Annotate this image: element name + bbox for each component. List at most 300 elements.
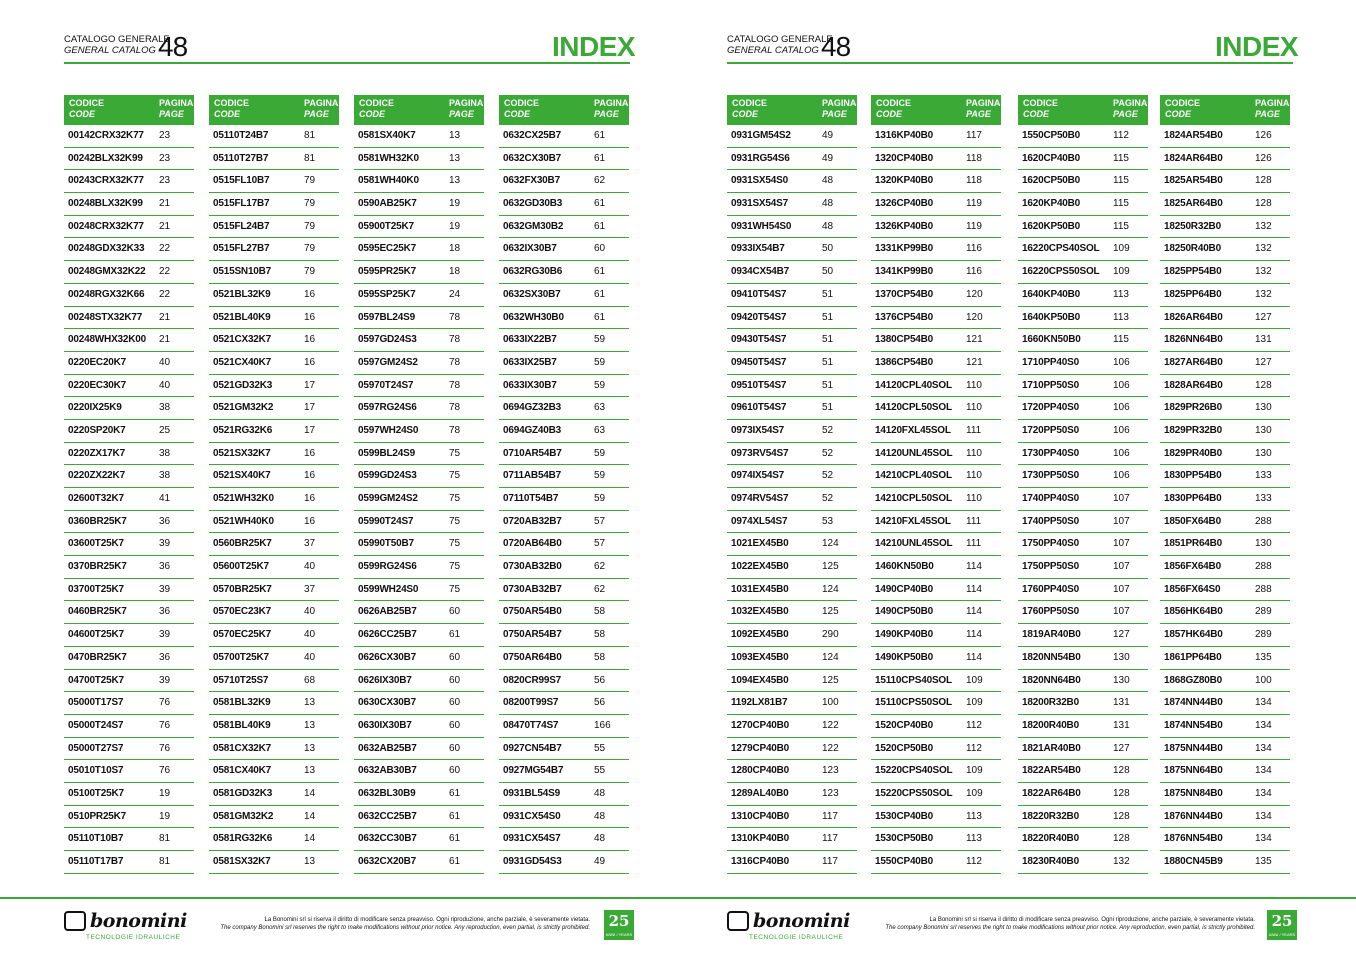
page-number: 21	[159, 220, 171, 232]
product-code: 05100T25K7	[68, 787, 124, 799]
table-row	[209, 511, 339, 534]
table-row	[871, 352, 1001, 375]
table-row	[1018, 647, 1148, 670]
product-code: 0581CX40K7	[213, 765, 272, 777]
table-row	[354, 329, 484, 352]
product-code: 0927MG54B7	[503, 765, 564, 777]
page-number: 75	[449, 561, 461, 573]
product-code: 05700T25K7	[213, 651, 269, 663]
product-code: 0220EC30K7	[68, 379, 127, 391]
page-number: 13	[304, 742, 316, 754]
product-code: 02600T32K7	[68, 493, 124, 504]
table-row	[1018, 738, 1148, 761]
product-code: 1730PP40S0	[1022, 447, 1079, 459]
table-header	[1018, 95, 1148, 125]
table-row	[499, 284, 629, 307]
product-code: 0931GD54S3	[503, 856, 562, 867]
table-row	[209, 352, 339, 375]
table-row	[1018, 511, 1148, 534]
table-row	[209, 420, 339, 443]
product-code: 1826NN64B0	[1164, 334, 1223, 346]
product-code: 08200T99S7	[503, 697, 559, 709]
anniversary-badge	[1267, 910, 1297, 940]
page-number: 57	[594, 515, 606, 527]
page-number: 61	[449, 833, 461, 845]
table-row	[1160, 307, 1290, 330]
product-code: 0711AB54B7	[503, 470, 562, 482]
page-number: 109	[966, 674, 983, 686]
page-number: 51	[822, 288, 834, 300]
page-number: 76	[159, 697, 171, 709]
table-row	[209, 783, 339, 806]
page-number: 60	[449, 697, 461, 709]
page-number: 109	[966, 765, 983, 777]
product-code: 1032EX45B0	[731, 606, 789, 618]
table-row	[499, 125, 629, 148]
page-number: 288	[1255, 561, 1272, 573]
table-row	[727, 148, 857, 171]
table-row	[64, 307, 194, 330]
table-row	[727, 488, 857, 511]
page-number: 55	[594, 765, 606, 777]
table-row	[354, 238, 484, 261]
product-code: 1857HK64B0	[1164, 629, 1223, 641]
table-row	[727, 647, 857, 670]
page-number: 21	[159, 198, 171, 210]
product-code: 1331KP99B0	[875, 243, 934, 255]
page-number: 114	[966, 651, 982, 663]
index-column-8	[1160, 95, 1290, 874]
product-code: 0750AR54B0	[503, 606, 562, 618]
product-code: 0632RG30B6	[503, 266, 563, 278]
page-number: 78	[449, 311, 461, 323]
table-row	[1160, 511, 1290, 534]
product-code: 15110CPS50SOL	[875, 697, 952, 709]
page-number: 51	[822, 311, 834, 323]
page-header-it: PAGINA	[304, 98, 339, 108]
product-code: 0694GZ40B3	[503, 424, 562, 436]
table-row	[499, 352, 629, 375]
table-row	[499, 397, 629, 420]
page-number: 62	[594, 175, 606, 187]
product-code: 0599GM24S2	[358, 493, 418, 504]
table-row	[209, 806, 339, 829]
product-code: 05110T17B7	[68, 856, 124, 867]
page-title: INDEX	[1215, 31, 1299, 62]
table-row	[499, 193, 629, 216]
table-row	[1018, 170, 1148, 193]
index-column-6	[871, 95, 1001, 874]
page-header-cell	[966, 98, 1000, 120]
table-row	[64, 375, 194, 398]
table-row	[727, 420, 857, 443]
table-row	[499, 715, 629, 738]
table-header	[64, 95, 194, 125]
table-row	[871, 488, 1001, 511]
page-number: 13	[449, 152, 461, 164]
product-code: 0626CC25B7	[358, 629, 417, 641]
product-code: 08470T74S7	[503, 719, 559, 731]
product-code: 1850FX64B0	[1164, 515, 1221, 527]
table-row	[64, 238, 194, 261]
table-row	[209, 261, 339, 284]
page-number: 75	[449, 493, 461, 504]
product-code: 0570BR25K7	[213, 583, 272, 595]
page-number: 79	[304, 243, 316, 255]
product-code: 1827AR64B0	[1164, 356, 1223, 368]
product-code: 1830PP64B0	[1164, 493, 1222, 504]
product-code: 0510PR25K7	[68, 810, 127, 822]
product-code: 15220CPS50SOL	[875, 787, 953, 799]
page-number: 110	[966, 402, 982, 414]
page-number: 79	[304, 175, 316, 187]
page-number: 128	[1113, 787, 1130, 799]
product-code: 05000T24S7	[68, 719, 124, 731]
page-number: 289	[1255, 629, 1272, 641]
table-row	[64, 601, 194, 624]
table-row	[354, 170, 484, 193]
table-row	[871, 284, 1001, 307]
product-code: 1820NN64B0	[1022, 674, 1081, 686]
table-row	[727, 511, 857, 534]
table-row	[354, 624, 484, 647]
table-row	[1018, 670, 1148, 693]
product-code: 0632CC25B7	[358, 810, 417, 822]
table-row	[871, 647, 1001, 670]
page-number: 21	[159, 311, 171, 323]
page-number: 39	[159, 674, 171, 686]
product-code: 0597WH24S0	[358, 424, 419, 436]
table-row	[727, 601, 857, 624]
table-row	[64, 329, 194, 352]
product-code: 05990T24S7	[358, 515, 414, 527]
product-code: 05600T25K7	[213, 561, 269, 573]
table-row	[1160, 647, 1290, 670]
product-code: 14120CPL50SOL	[875, 402, 952, 414]
page-number: 130	[1255, 447, 1272, 459]
product-code: 1822AR64B0	[1022, 787, 1081, 799]
catalog-label-en: GENERAL CATALOG	[727, 45, 819, 56]
table-row	[871, 556, 1001, 579]
product-code: 0632IX30B7	[503, 243, 557, 255]
product-code: 1192LX81B7	[731, 697, 788, 709]
page-number: 131	[1113, 719, 1130, 731]
table-header	[727, 95, 857, 125]
page-number: 63	[594, 402, 606, 414]
table-row	[1018, 307, 1148, 330]
product-code: 0633IX30B7	[503, 379, 557, 391]
code-header	[1165, 98, 1200, 120]
page-number: 58	[594, 651, 606, 663]
table-row	[871, 738, 1001, 761]
page-number: 128	[1113, 810, 1130, 822]
index-column-5	[727, 95, 857, 874]
page-number: 17	[304, 402, 316, 414]
product-code: 1828AR64B0	[1164, 379, 1223, 391]
product-code: 0597GM24S2	[358, 356, 418, 368]
product-code: 0370BR25K7	[68, 561, 127, 573]
table-row	[871, 828, 1001, 851]
page-number: 107	[1113, 583, 1130, 595]
table-row	[354, 533, 484, 556]
page-number: 124	[822, 538, 839, 550]
table-row	[64, 806, 194, 829]
page-number: 75	[449, 515, 461, 527]
table-row	[1018, 783, 1148, 806]
table-row	[354, 352, 484, 375]
product-code: 0470BR25K7	[68, 651, 127, 663]
table-row	[354, 511, 484, 534]
page-number: 107	[1113, 561, 1130, 573]
table-row	[64, 488, 194, 511]
page-number: 49	[594, 856, 606, 867]
product-code: 05970T24S7	[358, 379, 414, 391]
page-header-it: PAGINA	[822, 98, 857, 108]
product-code: 0521RG32K6	[213, 424, 273, 436]
table-header	[871, 95, 1001, 125]
product-code: 0931BL54S9	[503, 787, 560, 799]
page-number: 60	[449, 765, 461, 777]
page-number: 107	[1113, 493, 1130, 504]
page-number: 81	[304, 152, 316, 164]
page-number: 125	[822, 674, 839, 686]
product-code: 1490KP40B0	[875, 629, 934, 641]
header-rule	[64, 62, 630, 64]
product-code: 1620KP50B0	[1022, 220, 1081, 232]
table-row	[1160, 851, 1290, 874]
page-number: 21	[159, 334, 171, 346]
product-code: 0521CX32K7	[213, 334, 272, 346]
table-row	[1018, 261, 1148, 284]
table-row	[871, 760, 1001, 783]
page-number: 50	[822, 266, 834, 278]
code-header	[504, 98, 539, 120]
table-row	[727, 216, 857, 239]
table-row	[354, 715, 484, 738]
table-row	[1160, 443, 1290, 466]
product-code: 15220CPS40SOL	[875, 765, 953, 777]
page-header-en: PAGE	[1113, 109, 1138, 119]
table-row	[209, 238, 339, 261]
table-row	[354, 420, 484, 443]
code-header-en: CODE	[1165, 109, 1192, 119]
page-number: 13	[449, 130, 461, 141]
page-number: 124	[822, 583, 839, 595]
product-code: 0931WH54S0	[731, 220, 792, 232]
logo-text: bonomini	[90, 910, 187, 932]
page-number: 134	[1255, 787, 1272, 799]
product-code: 1856FX64S0	[1164, 583, 1221, 595]
product-code: 18250R32B0	[1164, 220, 1221, 232]
page-number: 130	[1255, 538, 1272, 550]
product-code: 0595SP25K7	[358, 288, 416, 300]
table-row	[499, 261, 629, 284]
table-row	[727, 738, 857, 761]
table-row	[1018, 692, 1148, 715]
product-code: 0630CX30B7	[358, 697, 417, 709]
page-number: 118	[966, 152, 982, 164]
page-number: 128	[1255, 379, 1272, 391]
code-header	[359, 98, 394, 120]
table-row	[727, 329, 857, 352]
product-code: 09610T54S7	[731, 402, 787, 414]
table-row	[1160, 670, 1290, 693]
product-code: 0570EC23K7	[213, 606, 272, 618]
table-row	[871, 783, 1001, 806]
product-code: 1460KN50B0	[875, 561, 934, 573]
table-row	[1018, 443, 1148, 466]
table-row	[727, 397, 857, 420]
page-number: 52	[822, 447, 834, 459]
table-row	[727, 193, 857, 216]
table-row	[1160, 692, 1290, 715]
product-code: 0632FX30B7	[503, 175, 560, 187]
table-row	[209, 307, 339, 330]
product-code: 0632GD30B3	[503, 198, 563, 210]
page-number: 114	[966, 629, 982, 641]
table-row	[1160, 148, 1290, 171]
page-number: 134	[1255, 833, 1272, 845]
table-row	[64, 760, 194, 783]
product-code: 1760PP50S0	[1022, 606, 1079, 618]
table-row	[354, 851, 484, 874]
page-number: 118	[966, 175, 982, 187]
product-code: 1825AR64B0	[1164, 198, 1223, 210]
page-number: 135	[1255, 856, 1272, 867]
page-number: 40	[304, 606, 316, 618]
product-code: 1825PP64B0	[1164, 288, 1222, 300]
table-row	[499, 307, 629, 330]
product-code: 15110CPS40SOL	[875, 674, 952, 686]
table-row	[1018, 601, 1148, 624]
product-code: 1386CP54B0	[875, 356, 934, 368]
table-row	[499, 443, 629, 466]
page-number: 60	[449, 651, 461, 663]
page-number: 106	[1113, 470, 1130, 482]
product-code: 0632AB25B7	[358, 742, 417, 754]
code-header	[732, 98, 767, 120]
disclaimer-en: The company Bonomini srl reserves the right to make modifications without prior notice. Any reproduction, even partial, is strictly prohibited.	[220, 925, 590, 931]
product-code: 14120CPL40SOL	[875, 379, 952, 391]
table-row	[1018, 579, 1148, 602]
product-code: 18220R32B0	[1022, 810, 1079, 822]
table-row	[209, 760, 339, 783]
page-number: 16	[304, 311, 316, 323]
product-code: 1830PP54B0	[1164, 470, 1222, 482]
product-code: 0581GM32K2	[213, 810, 274, 822]
page-title: INDEX	[552, 31, 636, 62]
product-code: 05110T10B7	[68, 833, 124, 845]
product-code: 1824AR64B0	[1164, 152, 1223, 164]
product-code: 0633IX22B7	[503, 334, 557, 346]
page-number: 132	[1255, 243, 1272, 255]
page-number: 75	[449, 538, 461, 550]
table-row	[499, 420, 629, 443]
product-code: 00242BLX32K99	[68, 152, 143, 164]
page-header-cell	[304, 98, 338, 120]
table-row	[209, 579, 339, 602]
table-row	[354, 397, 484, 420]
product-code: 0560BR25K7	[213, 538, 272, 550]
product-code: 0220EC20K7	[68, 356, 127, 368]
table-row	[209, 556, 339, 579]
product-code: 1829PR32B0	[1164, 424, 1223, 436]
table-header	[354, 95, 484, 125]
product-code: 0360BR25K7	[68, 515, 127, 527]
page-number: 18	[449, 243, 461, 255]
product-code: 0220ZX22K7	[68, 470, 125, 482]
table-row	[354, 647, 484, 670]
table-row	[871, 715, 1001, 738]
product-code: 00248CRX32K77	[68, 220, 144, 232]
page-number: 38	[159, 402, 171, 414]
table-row	[1160, 533, 1290, 556]
product-code: 0515FL24B7	[213, 220, 270, 232]
page-number: 110	[966, 379, 982, 391]
table-row	[64, 692, 194, 715]
code-header-en: CODE	[359, 109, 386, 119]
page-number: 13	[304, 856, 316, 867]
table-row	[1160, 828, 1290, 851]
page-number: 13	[304, 765, 316, 777]
page-number: 19	[159, 787, 171, 799]
page-number: 127	[1255, 356, 1272, 368]
table-row	[499, 488, 629, 511]
table-row	[727, 715, 857, 738]
table-row	[499, 579, 629, 602]
table-row	[1018, 375, 1148, 398]
page-header-en: PAGE	[159, 109, 184, 119]
page-number: 40	[304, 651, 316, 663]
product-code: 1824AR54B0	[1164, 130, 1223, 141]
page-number: 114	[966, 561, 982, 573]
table-row	[499, 624, 629, 647]
table-row	[871, 579, 1001, 602]
page-number: 116	[966, 243, 982, 255]
page-number: 61	[594, 288, 606, 300]
table-row	[871, 170, 1001, 193]
product-code: 0632CC30B7	[358, 833, 417, 845]
table-row	[1160, 738, 1290, 761]
logo-subtitle: TECNOLOGIE IDRAULICHE	[86, 934, 181, 941]
product-code: 00243CRX32K77	[68, 175, 144, 187]
table-row	[871, 420, 1001, 443]
product-code: 1856FX64B0	[1164, 561, 1221, 573]
product-code: 0931CX54S0	[503, 810, 561, 822]
page-number: 114	[966, 583, 982, 595]
code-header-it: CODICE	[876, 98, 912, 108]
product-code: 04700T25K7	[68, 674, 124, 686]
product-code: 0595PR25K7	[358, 266, 417, 278]
page-number: 117	[822, 810, 838, 822]
table-row	[1160, 465, 1290, 488]
page-number: 51	[822, 379, 834, 391]
table-row	[354, 806, 484, 829]
product-code: 05110T27B7	[213, 152, 269, 164]
product-code: 09450T54S7	[731, 356, 787, 368]
page-number: 79	[304, 266, 316, 278]
table-row	[1018, 465, 1148, 488]
page-number: 75	[449, 583, 461, 595]
table-row	[64, 148, 194, 171]
table-row	[209, 647, 339, 670]
product-code: 00248GDX32K33	[68, 243, 145, 255]
product-code: 0720AB64B0	[503, 538, 562, 550]
product-code: 0515FL27B7	[213, 243, 270, 255]
table-row	[871, 443, 1001, 466]
page-number: 40	[159, 356, 171, 368]
page-number: 130	[1113, 651, 1130, 663]
